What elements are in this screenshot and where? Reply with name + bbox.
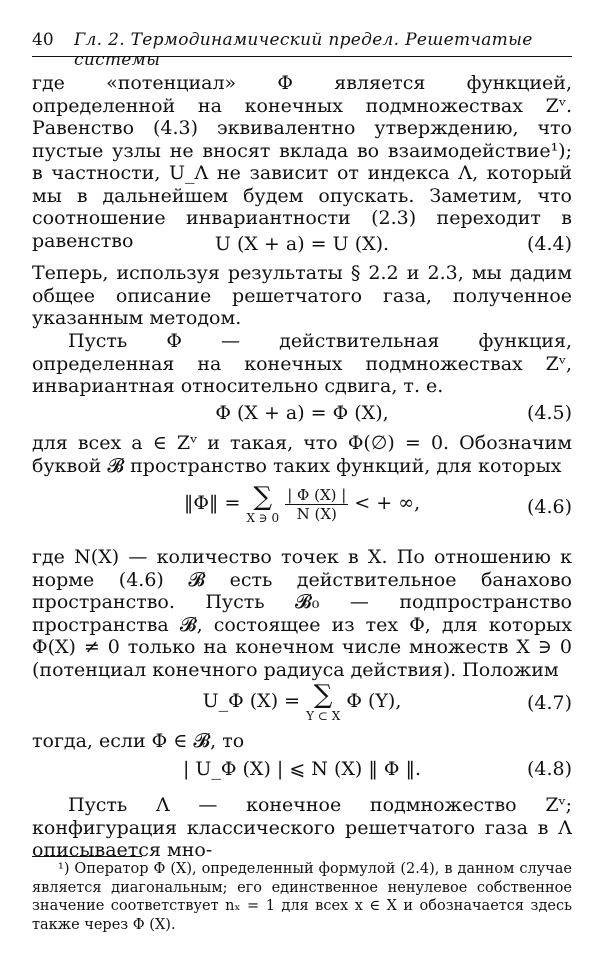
equation-4-4 — [32, 233, 572, 263]
equation-4-6-formula — [32, 484, 572, 524]
page-number: 40 — [32, 30, 54, 50]
equation-4-8-formula: | U_Φ (X) | ⩽ N (X) ‖ Φ ‖. — [182, 758, 422, 780]
text-block-6 — [32, 730, 572, 753]
fraction-denominator: N (X) — [296, 504, 337, 523]
fraction-numerator: | Φ (X) | — [287, 485, 347, 504]
text-block-3 — [32, 330, 572, 398]
footnote-rule — [32, 856, 142, 857]
equation-4-4-formula: U (X + a) = U (X). — [214, 233, 390, 255]
equation-4-7-formula — [32, 682, 572, 722]
norm-lhs: ‖Φ‖ = — [183, 492, 241, 514]
equation-4-8-number: (4.8) — [526, 758, 572, 780]
equation-4-6 — [32, 484, 572, 530]
equation-4-7 — [32, 682, 572, 728]
equation-4-7-number: (4.7) — [526, 692, 572, 714]
sum-index-2: Y ⊂ X — [306, 709, 341, 723]
footnote: ¹) Оператор Φ (X), определенный формулой (2.4), в данном случае является диагональным; его единственное ненулевое собственное значение соответствует nₓ = 1 для всех x ∈ X и обозначается здесь также через Φ (X). — [32, 861, 572, 933]
text-block-4 — [32, 432, 572, 477]
running-header — [32, 28, 572, 70]
equation-4-8 — [32, 758, 572, 788]
potential-rhs: Φ (Y), — [346, 690, 402, 712]
potential-lhs: U_Φ (X) = — [202, 690, 301, 712]
fraction — [285, 486, 348, 523]
sum-symbol-2: ∑ — [313, 680, 333, 710]
sum-index: X ∋ 0 — [246, 511, 280, 525]
running-title: Гл. 2. Термодинамический предел. Решетчатые системы — [74, 30, 533, 70]
text-block-2 — [32, 262, 572, 330]
paragraph-1: где «потенциал» Φ является функцией, определенной на конечных подмножествах Zᵛ. Равенство (4.3) эквивалентно утверждению, что пустые узлы не вносят вклада во взаимодействие¹); в частности, U_Λ не зависит от индекса Λ, который мы в дальнейшем будем опускать. Заметим, что соотношение инвариантности (2.3) переходит в равенство — [32, 72, 572, 252]
sum-operator-2 — [306, 682, 340, 722]
paragraph-6: тогда, если Φ ∈ 𝓑, то — [32, 730, 245, 752]
paragraph-5: где N(X) — количество точек в X. По отношению к норме (4.6) 𝓑 есть действительное банахово пространство. Пусть 𝓑₀ — подпространство пространства 𝓑, состоящее из тех Φ, для которых Φ(X) ≠ 0 только на конечном числе множеств X ∋ 0 (потенциал конечного радиуса действия). Положим — [32, 546, 572, 681]
text-block-5 — [32, 546, 572, 681]
paragraph-2: Теперь, используя результаты § 2.2 и 2.3, мы дадим общее описание решетчатого газа, полученное указанным методом. — [32, 262, 572, 329]
text-block-7 — [32, 794, 572, 862]
text-block-1 — [32, 72, 572, 252]
equation-4-6-number: (4.6) — [526, 496, 572, 518]
equation-4-5 — [32, 402, 572, 432]
paragraph-4: для всех a ∈ Zᵛ и такая, что Φ(∅) = 0. Обозначим буквой 𝓑 пространство таких функций, для которых — [32, 432, 572, 477]
equation-4-4-number: (4.4) — [526, 233, 572, 255]
equation-4-5-number: (4.5) — [526, 402, 572, 424]
sum-symbol: ∑ — [253, 482, 273, 512]
equation-4-5-formula: Φ (X + a) = Φ (X), — [215, 402, 389, 424]
paragraph-3: Пусть Φ — действительная функция, определенная на конечных подмножествах Zᵛ, инвариантная относительно сдвига, т. е. — [32, 330, 572, 397]
norm-rhs: < + ∞, — [354, 492, 421, 514]
paragraph-7: Пусть Λ — конечное подмножество Zᵛ; конфигурация классического решетчатого газа в Λ описывается мно- — [32, 794, 572, 861]
sum-operator — [246, 484, 279, 524]
